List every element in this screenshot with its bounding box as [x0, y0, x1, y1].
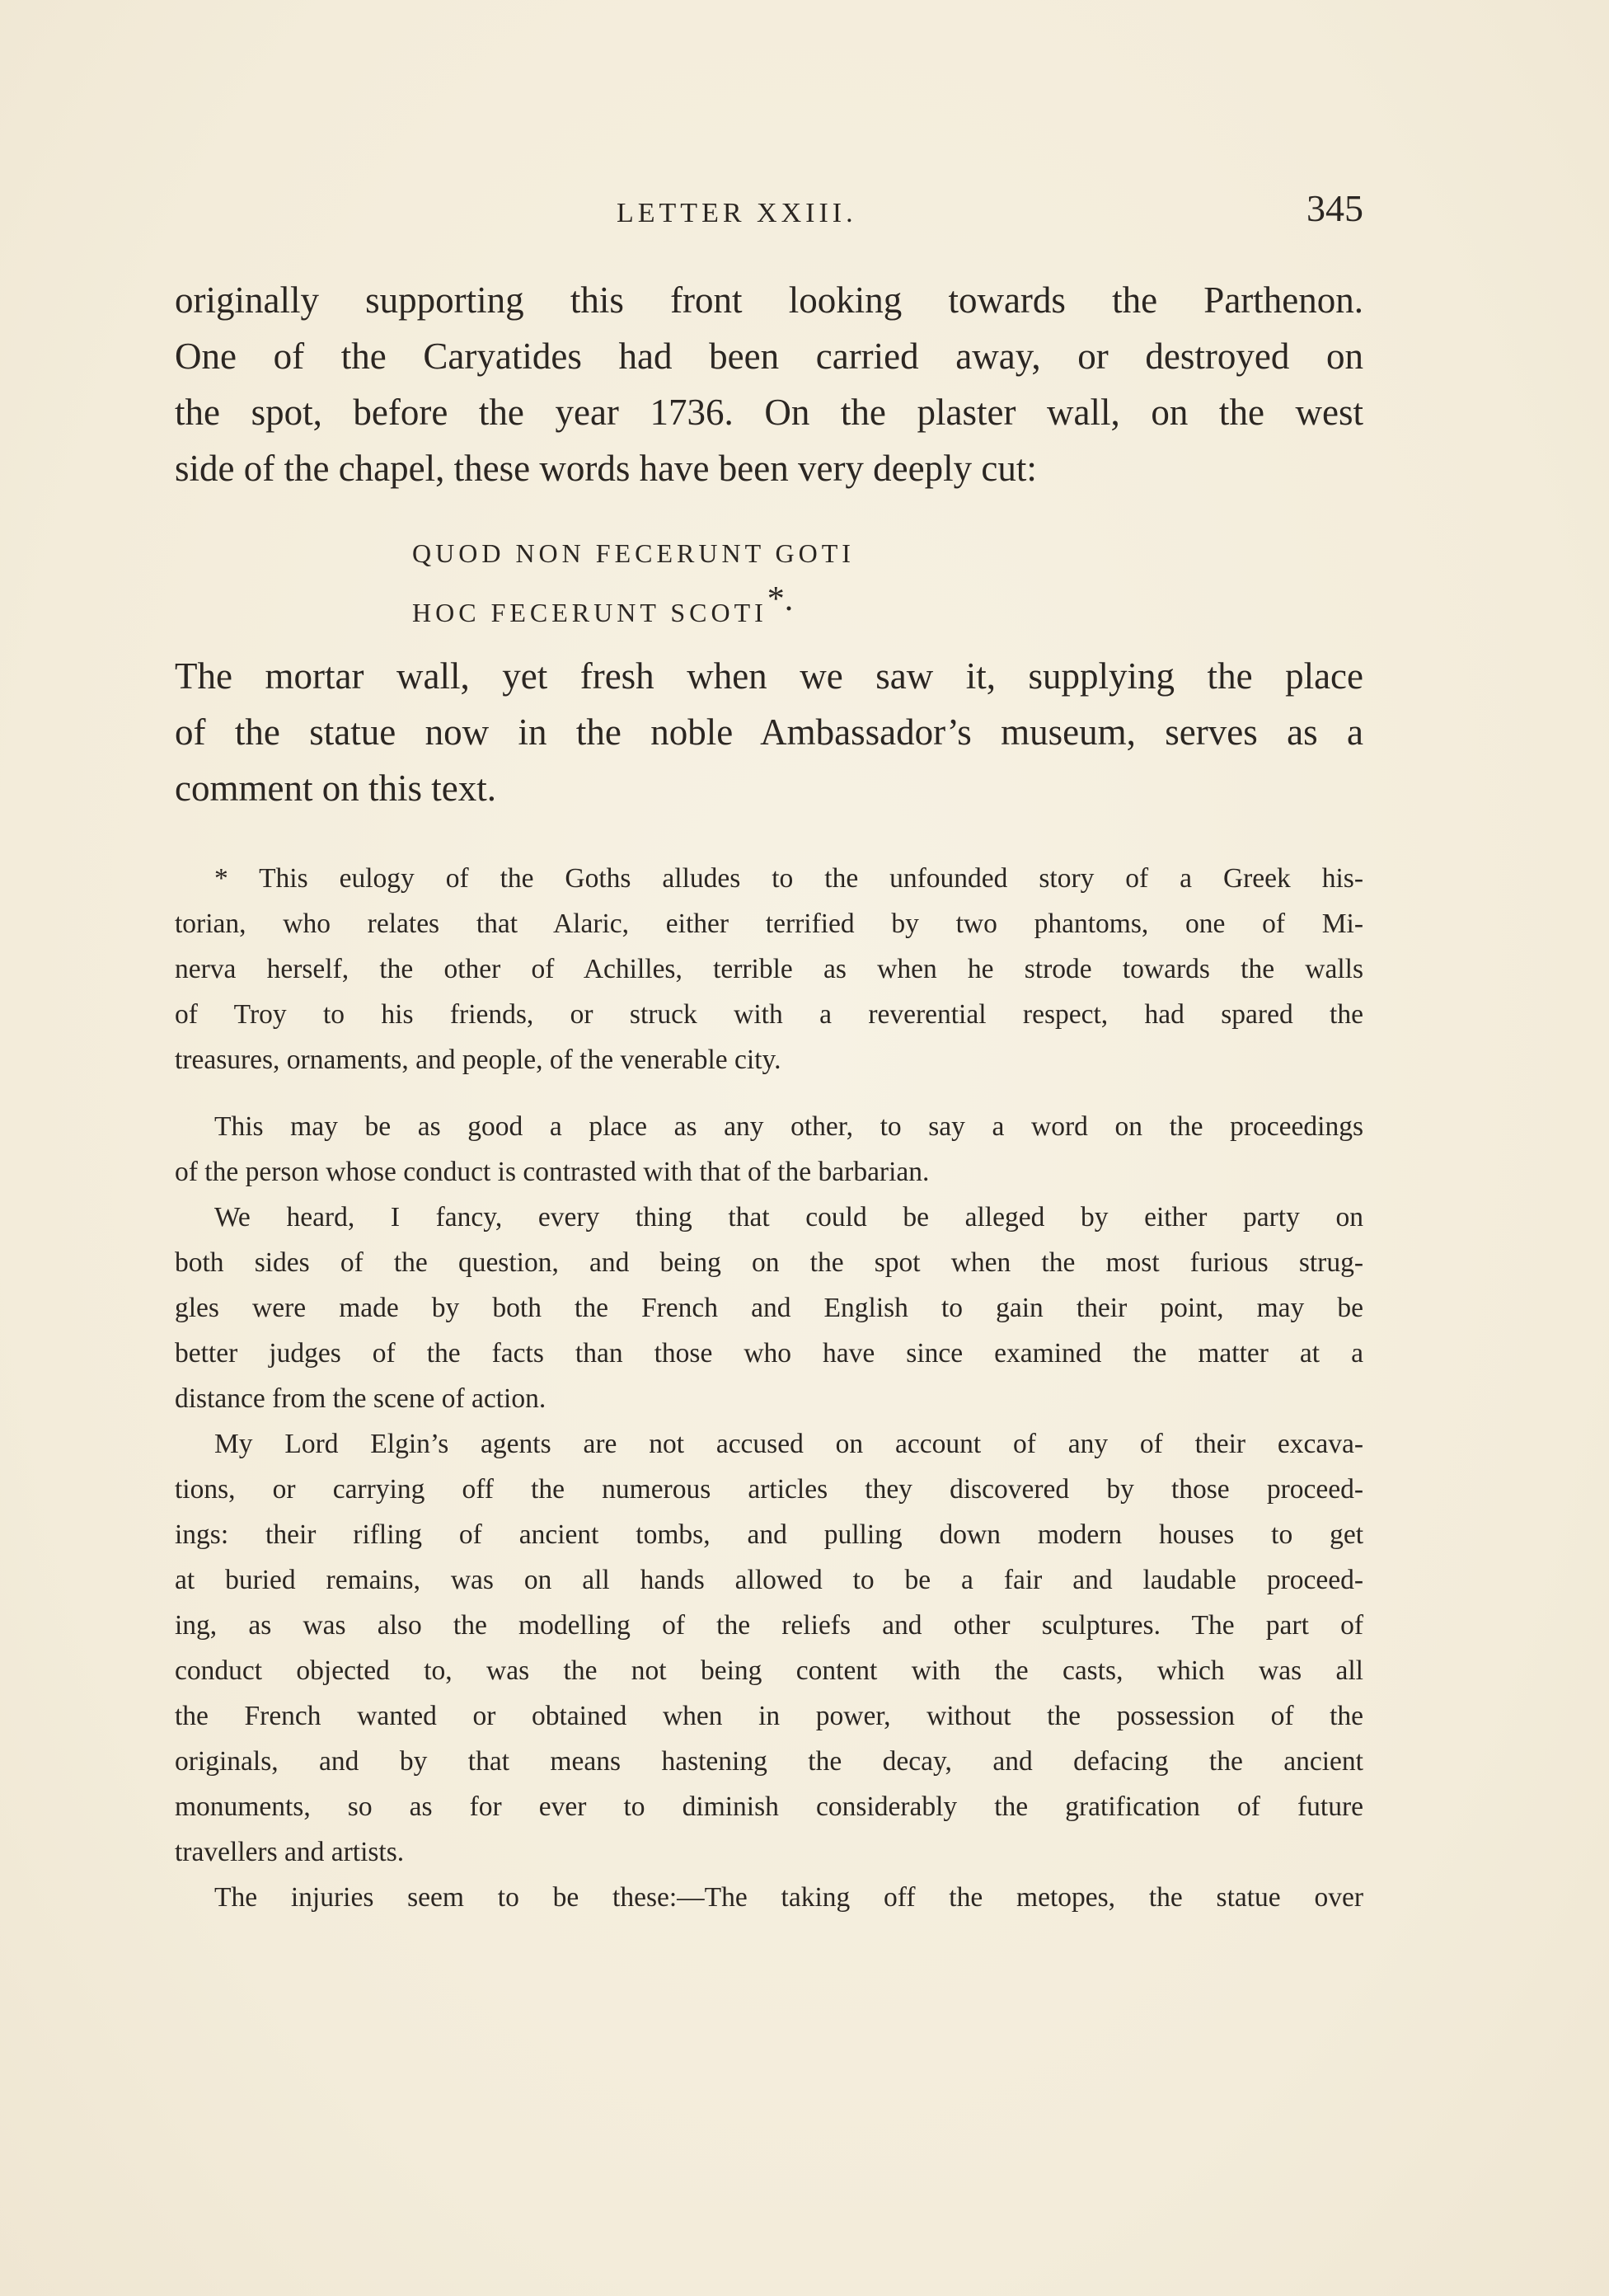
footnote-line: * This eulogy of the Goths alludes to the unfounded story of a Greek his- — [214, 863, 1363, 894]
footnote-line: ing, as was also the modelling of the reliefs and other sculptures. The part of — [175, 1610, 1363, 1641]
footnote-line: originals, and by that means hastening the decay, and defacing the ancient — [175, 1746, 1363, 1777]
footnote-line: of Troy to his friends, or struck with a reverential respect, had spared the — [175, 999, 1363, 1030]
footnote-paragraph-b — [175, 1195, 1363, 1421]
inscription-block — [412, 524, 855, 641]
footnote-line: monuments, so as for ever to diminish considerably the gratification of future — [175, 1791, 1363, 1822]
footnote-line: travellers and artists. — [175, 1837, 405, 1867]
footnote-line: The injuries seem to be these:—The taking off the metopes, the statue over — [214, 1882, 1363, 1913]
text-line: One of the Caryatides had been carried away, or destroyed on — [175, 336, 1363, 377]
inscription-line: QUOD NON FECERUNT GOTI — [412, 538, 855, 568]
footnote-line: both sides of the question, and being on the spot when the most furious strug- — [175, 1247, 1363, 1278]
text-line: The mortar wall, yet fresh when we saw it, supplying the place — [175, 655, 1363, 697]
footnote-line: conduct objected to, was the not being content with the casts, which was all — [175, 1655, 1363, 1686]
footnote-line: of the person whose conduct is contrasted with that of the barbarian. — [175, 1157, 930, 1187]
footnote-line: distance from the scene of action. — [175, 1383, 546, 1414]
text-line: the spot, before the year 1736. On the plaster wall, on the west — [175, 392, 1363, 433]
footnote-line: We heard, I fancy, every thing that could be alleged by either party on — [214, 1202, 1363, 1233]
footnote-line: tions, or carrying off the numerous articles they discovered by those proceed- — [175, 1474, 1363, 1505]
page-number: 345 — [1306, 187, 1363, 229]
text-line: side of the chapel, these words have been very deeply cut: — [175, 448, 1037, 489]
footnote-paragraph-d — [175, 1875, 1363, 1920]
main-paragraph-2 — [175, 648, 1363, 816]
footnote-block — [175, 856, 1363, 1920]
footnote-line: My Lord Elgin’s agents are not accused on account of any of their excava- — [214, 1429, 1363, 1459]
footnote-note — [175, 856, 1363, 1082]
page-header — [175, 183, 1363, 232]
main-paragraph-1 — [175, 272, 1363, 496]
text-line: originally supporting this front looking towards the Parthenon. — [175, 279, 1363, 321]
inscription-line-text: HOC FECERUNT SCOTI — [412, 598, 767, 627]
text-line: of the statue now in the noble Ambassador’s museum, serves as a — [175, 711, 1363, 753]
inscription-line — [412, 582, 855, 641]
footnote-line: at buried remains, was on all hands allowed to be a fair and laudable proceed- — [175, 1565, 1363, 1595]
footnote-paragraph-a — [175, 1104, 1363, 1195]
footnote-line: nerva herself, the other of Achilles, terrible as when he strode towards the walls — [175, 954, 1363, 984]
text-line: comment on this text. — [175, 768, 496, 809]
footnote-paragraph-c — [175, 1421, 1363, 1875]
footnote-line: torian, who relates that Alaric, either terrified by two phantoms, one of Mi- — [175, 909, 1363, 939]
footnote-line: treasures, ornaments, and people, of the venerable city. — [175, 1045, 781, 1075]
footnote-line: better judges of the facts than those who have since examined the matter at a — [175, 1338, 1363, 1369]
footnote-line: the French wanted or obtained when in power, without the possession of the — [175, 1701, 1363, 1731]
running-head: LETTER XXIII. — [617, 198, 857, 228]
footnote-line: ings: their rifling of ancient tombs, and pulling down modern houses to get — [175, 1519, 1363, 1550]
footnote-marker: *. — [767, 580, 794, 618]
footnote-line: This may be as good a place as any other, to say a word on the proceedings — [214, 1111, 1363, 1142]
footnote-line: gles were made by both the French and English to gain their point, may be — [175, 1293, 1363, 1323]
